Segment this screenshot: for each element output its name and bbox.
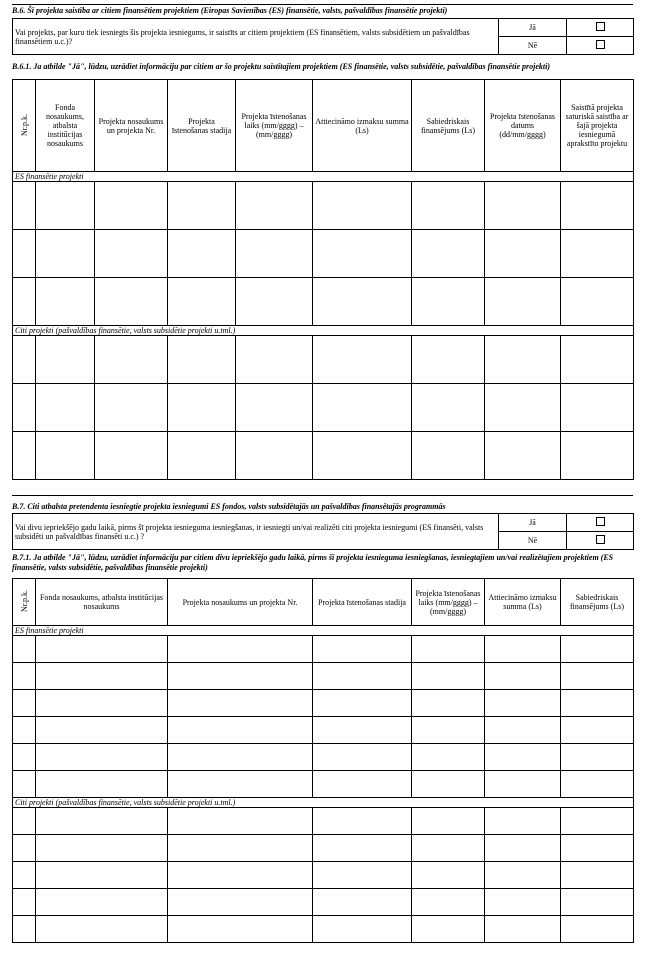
table-row[interactable]	[13, 717, 634, 744]
b71-header-period: Projekta īstenošanas laiks (mm/gggg) – (mm/gggg)	[412, 579, 485, 626]
b7-question-table	[12, 513, 634, 550]
b71-header-fund: Fonda nosaukums, atbalsta institūcijas nosaukums	[36, 579, 168, 626]
table-row[interactable]	[13, 862, 634, 889]
b71-title: B.7.1. Ja atbilde "Jā", lūdzu, uzrādiet informāciju par citiem divu iepriekšējo gadu laikā, pirms šī projekta iesnieguma iesniegšanas, iesniegtajiem un/vai realizētajiem projektiem (ES finansētie, valsts subsidētie, pašvaldības finansētie projekti)	[12, 553, 614, 572]
table-row[interactable]	[13, 182, 634, 230]
b61-header-fund: Fonda nosaukums, atbalsta institūcijas nosaukums	[36, 80, 95, 172]
b61-header-relation: Saistītā projekta saturiskā saistība ar šajā projekta iesniegumā aprakstīto projektu	[561, 80, 634, 172]
b61-header-nr: Nr.p.k.	[13, 80, 36, 172]
b7-yes-label: Jā	[499, 514, 567, 532]
table-row[interactable]	[13, 771, 634, 798]
table-row[interactable]	[13, 835, 634, 862]
b61-header-date: Projekta īstenošanas datums (dd/mm/gggg)	[485, 80, 561, 172]
b7-yes-checkbox[interactable]	[596, 517, 605, 526]
table-row[interactable]	[13, 916, 634, 943]
b61-header-costs: Attiecināmo izmaksu summa (Ls)	[313, 80, 412, 172]
b71-header-public-funding: Sabiedriskais finansējums (Ls)	[561, 579, 634, 626]
b7-no-checkbox[interactable]	[596, 535, 605, 544]
b6-question: Vai projekts, par kuru tiek iesniegts šis projekta iesniegums, ir saistīts ar citiem projektiem (ES finansētiem, valsts subsidētiem un pašvaldības finansētiem u.c.)?	[13, 19, 499, 55]
table-row[interactable]	[13, 636, 634, 663]
b71-header-project: Projekta nosaukums un projekta Nr.	[168, 579, 313, 626]
table-row[interactable]	[13, 744, 634, 771]
table-row[interactable]	[13, 230, 634, 278]
b61-header-stage: Projekta īstenošanas stadija	[168, 80, 236, 172]
b71-header-stage: Projekta īstenošanas stadija	[313, 579, 412, 626]
b7-no-label: Nē	[499, 532, 567, 550]
b6-no-checkbox[interactable]	[596, 40, 605, 49]
b61-header-project: Projekta nosaukums un projekta Nr.	[95, 80, 168, 172]
table-row[interactable]	[13, 278, 634, 326]
table-row[interactable]	[13, 384, 634, 432]
b71-group-other: Citi projekti (pašvaldības finansētie, valsts subsidētie projekti u.tml.)	[13, 798, 634, 808]
mid-rule	[12, 495, 633, 496]
b6-no-label: Nē	[499, 37, 567, 55]
table-row[interactable]	[13, 432, 634, 480]
table-row[interactable]	[13, 663, 634, 690]
b71-header-nr: Nr.p.k.	[13, 579, 36, 626]
b7-title: B.7. Citi atbalsta pretendenta iesniegtie projekta iesniegumi ES fondos, valsts subsidētajās un pašvaldības finansētajās programmās	[12, 502, 446, 511]
table-row[interactable]	[13, 889, 634, 916]
b61-title: B.6.1. Ja atbilde "Jā", lūdzu, uzrādiet informāciju par citiem ar šo projektu saistītajiem projektiem (ES finansētie, valsts subsidētie, pašvaldības finansētie projekti)	[12, 62, 551, 71]
b6-title: B.6. Šī projekta saistība ar citiem finansētiem projektiem (Eiropas Savienības (ES) finansētie, valsts, pašvaldības finansētie projekti)	[12, 6, 448, 15]
b61-group-es: ES finansētie projekti	[13, 172, 634, 182]
b61-header-public-funding: Sabiedriskais finansējums (Ls)	[412, 80, 485, 172]
b7-question: Vai divu iepriekšējo gadu laikā, pirms šī projekta iesnieguma iesniegšanas, ir iesniegti un/vai realizēti citi projekta iesniegumi (ES finansēti, valsts subsidēti un pašvaldības finansēti u.c.) ?	[13, 514, 499, 550]
b61-group-other: Citi projekti (pašvaldības finansētie, valsts subsidētie projekti u.tml.)	[13, 326, 634, 336]
table-row[interactable]	[13, 336, 634, 384]
b71-group-es: ES finansētie projekti	[13, 626, 634, 636]
b6-yes-checkbox[interactable]	[596, 22, 605, 31]
b71-header-costs: Attiecināmo izmaksu summa (Ls)	[485, 579, 561, 626]
b6-question-table	[12, 18, 634, 55]
b61-header-period: Projekta īstenošanas laiks (mm/gggg) – (mm/gggg)	[236, 80, 313, 172]
b61-table	[12, 79, 634, 480]
b71-table	[12, 578, 634, 943]
table-row[interactable]	[13, 690, 634, 717]
table-row[interactable]	[13, 808, 634, 835]
b6-yes-label: Jā	[499, 19, 567, 37]
top-rule	[12, 4, 633, 5]
